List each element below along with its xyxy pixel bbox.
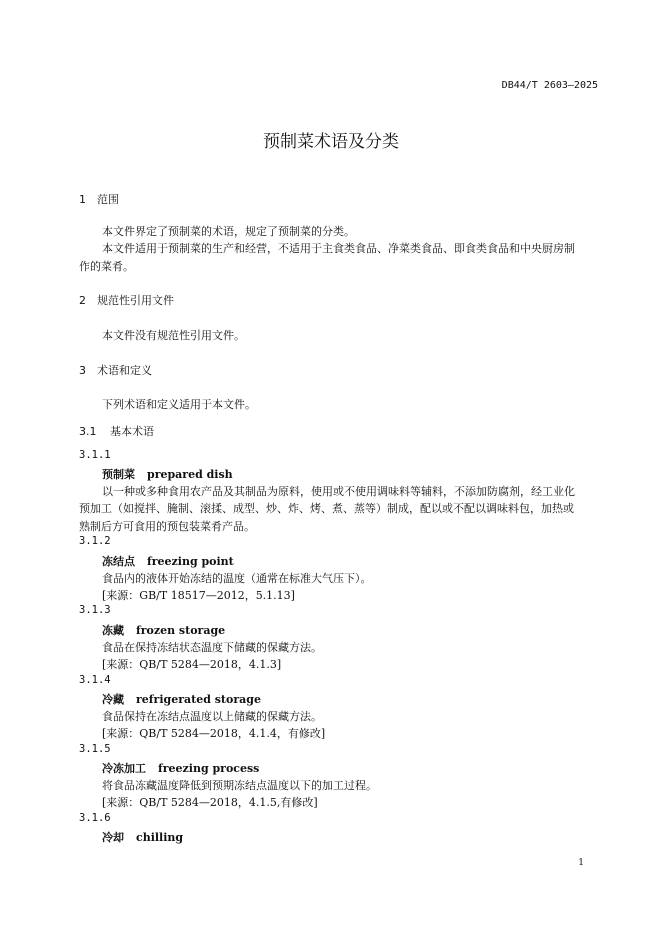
term-heading (102, 622, 225, 638)
term-chinese: 冷藏 (102, 693, 124, 706)
section-heading-3 (79, 362, 152, 378)
term-source: [来源：QB/T 5284—2018，4.1.4，有修改] (102, 727, 326, 740)
term-number: 3.1.1 (79, 449, 111, 461)
term-english: chilling (136, 831, 184, 844)
term-source: [来源：QB/T 5284—2018，4.1.5,有修改] (102, 796, 318, 809)
term-number: 3.1.6 (79, 812, 111, 824)
term-english: freezing process (158, 762, 260, 775)
term-chinese: 冷冻加工 (102, 762, 146, 775)
paragraph: 下列术语和定义适用于本文件。 (102, 398, 256, 411)
paragraph: 本文件界定了预制菜的术语，规定了预制菜的分类。 (102, 225, 355, 238)
term-definition: 将食品冻藏温度降低到预期冻结点温度以下的加工过程。 (102, 779, 377, 792)
section-heading-2 (79, 292, 174, 308)
section-number: 1 (79, 193, 86, 206)
term-english: frozen storage (136, 624, 226, 637)
section-heading-1 (79, 191, 119, 207)
term-chinese: 冷却 (102, 831, 124, 844)
subsection-heading-3-1 (79, 423, 154, 439)
term-heading (102, 760, 259, 776)
term-number: 3.1.4 (79, 674, 111, 686)
term-chinese: 预制菜 (102, 468, 135, 481)
term-chinese: 冻藏 (102, 624, 124, 637)
section-title: 规范性引用文件 (97, 294, 174, 307)
section-number: 3 (79, 364, 86, 377)
paragraph: 本文件没有规范性引用文件。 (102, 329, 245, 342)
page-number: 1 (578, 858, 584, 868)
term-number: 3.1.3 (79, 604, 111, 616)
term-source: [来源：GB/T 18517—2012，5.1.13] (102, 589, 295, 602)
term-definition: 食品在保持冻结状态温度下储藏的保藏方法。 (102, 641, 322, 654)
term-english: freezing point (147, 555, 234, 568)
term-definition: 食品保持在冻结点温度以上储藏的保藏方法。 (102, 710, 322, 723)
term-number: 3.1.2 (79, 535, 111, 547)
subsection-title: 基本术语 (110, 425, 154, 438)
term-english: refrigerated storage (136, 693, 261, 706)
term-definition: 熟制后方可食用的预包装菜肴产品。 (79, 520, 255, 533)
paragraph: 本文件适用于预制菜的生产和经营，不适用于主食类食品、净菜类食品、即食类食品和中央厨房制 (102, 242, 575, 255)
term-heading (102, 466, 233, 482)
paragraph: 作的菜肴。 (79, 260, 134, 273)
term-heading (102, 553, 234, 569)
section-title: 范围 (97, 193, 119, 206)
document-title: 预制菜术语及分类 (263, 132, 399, 152)
section-number: 2 (79, 294, 86, 307)
term-definition: 食品内的液体开始冻结的温度（通常在标准大气压下）。 (102, 572, 372, 585)
subsection-number: 3.1 (79, 425, 97, 438)
section-title: 术语和定义 (97, 364, 152, 377)
term-heading (102, 829, 183, 845)
term-definition: 预加工（如搅拌、腌制、滚揉、成型、炒、炸、烤、煮、蒸等）制成，配以或不配以调味料包，加热或 (79, 502, 574, 515)
term-english: prepared dish (147, 468, 233, 481)
term-number: 3.1.5 (79, 743, 111, 755)
document-code: DB44/T 2603—2025 (501, 80, 598, 91)
term-chinese: 冻结点 (102, 555, 135, 568)
term-source: [来源：QB/T 5284—2018，4.1.3] (102, 658, 282, 671)
term-heading (102, 691, 261, 707)
term-definition: 以一种或多种食用农产品及其制品为原料，使用或不使用调味料等辅料，不添加防腐剂，经工业化 (102, 485, 575, 498)
